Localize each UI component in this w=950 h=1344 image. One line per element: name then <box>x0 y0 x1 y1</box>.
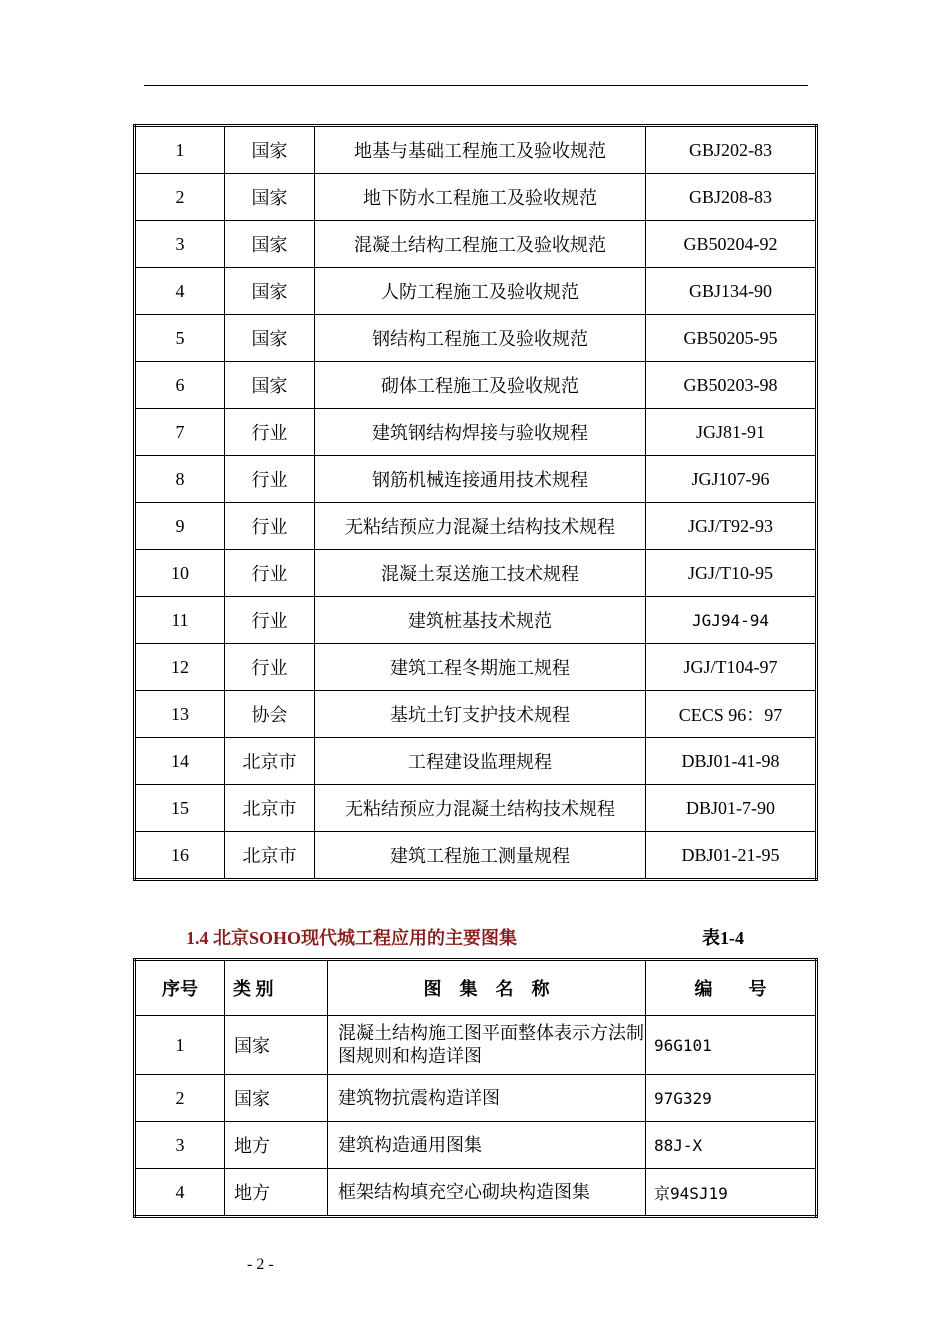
table-row <box>135 597 817 644</box>
row-category: 国家 <box>225 1075 328 1122</box>
table-row <box>135 315 817 362</box>
page-number: - 2 - <box>247 1256 274 1273</box>
row-level: 国家 <box>225 126 315 174</box>
row-code: GBJ202-83 <box>646 126 817 174</box>
table-row <box>135 362 817 409</box>
table-row <box>135 126 817 174</box>
table-row <box>135 644 817 691</box>
row-code: JGJ/T10-95 <box>646 550 817 597</box>
row-number: 14 <box>135 738 225 785</box>
row-number: 4 <box>135 1169 225 1217</box>
row-code: DBJ01-21-95 <box>646 832 817 880</box>
table-row <box>135 1169 817 1217</box>
row-code: GBJ208-83 <box>646 174 817 221</box>
row-name: 无粘结预应力混凝土结构技术规程 <box>315 785 646 832</box>
row-name: 建筑构造通用图集 <box>328 1122 646 1169</box>
row-name: 地基与基础工程施工及验收规范 <box>315 126 646 174</box>
row-number: 4 <box>135 268 225 315</box>
row-number: 10 <box>135 550 225 597</box>
row-name: 建筑桩基技术规范 <box>315 597 646 644</box>
row-code: 88J-X <box>646 1122 817 1169</box>
row-level: 协会 <box>225 691 315 738</box>
row-code: JGJ107-96 <box>646 456 817 503</box>
row-number: 15 <box>135 785 225 832</box>
table-row <box>135 409 817 456</box>
row-level: 行业 <box>225 550 315 597</box>
header-name: 图 集 名 称 <box>328 960 646 1016</box>
row-level: 国家 <box>225 362 315 409</box>
row-level: 行业 <box>225 597 315 644</box>
row-number: 7 <box>135 409 225 456</box>
row-level: 行业 <box>225 503 315 550</box>
row-name: 地下防水工程施工及验收规范 <box>315 174 646 221</box>
row-number: 16 <box>135 832 225 880</box>
row-category: 地方 <box>225 1169 328 1217</box>
standards-table <box>133 124 818 881</box>
row-name: 建筑工程冬期施工规程 <box>315 644 646 691</box>
row-name: 建筑物抗震构造详图 <box>328 1075 646 1122</box>
row-level: 北京市 <box>225 785 315 832</box>
row-code: GB50203-98 <box>646 362 817 409</box>
row-number: 1 <box>135 1016 225 1075</box>
row-level: 国家 <box>225 221 315 268</box>
row-name: 建筑钢结构焊接与验收规程 <box>315 409 646 456</box>
row-code: 96G101 <box>646 1016 817 1075</box>
table-row <box>135 1016 817 1075</box>
row-level: 北京市 <box>225 832 315 880</box>
table-row <box>135 550 817 597</box>
table-row <box>135 691 817 738</box>
table-row <box>135 1122 817 1169</box>
table-row <box>135 832 817 880</box>
header-code: 编 号 <box>646 960 817 1016</box>
row-number: 3 <box>135 1122 225 1169</box>
table-row <box>135 221 817 268</box>
table-row <box>135 456 817 503</box>
table-row <box>135 268 817 315</box>
row-code: DBJ01-7-90 <box>646 785 817 832</box>
row-number: 8 <box>135 456 225 503</box>
row-number: 5 <box>135 315 225 362</box>
row-code: 97G329 <box>646 1075 817 1122</box>
row-number: 6 <box>135 362 225 409</box>
row-code: DBJ01-41-98 <box>646 738 817 785</box>
header-category: 类 别 <box>225 960 328 1016</box>
row-level: 国家 <box>225 268 315 315</box>
row-number: 9 <box>135 503 225 550</box>
caption-table-number: 表1-4 <box>702 928 744 948</box>
row-code: JGJ94-94 <box>646 597 817 644</box>
row-number: 2 <box>135 174 225 221</box>
row-code: JGJ/T104-97 <box>646 644 817 691</box>
row-name: 混凝土结构工程施工及验收规范 <box>315 221 646 268</box>
row-number: 1 <box>135 126 225 174</box>
header-number: 序号 <box>135 960 225 1016</box>
row-name: 钢结构工程施工及验收规范 <box>315 315 646 362</box>
row-code: CECS 96：97 <box>646 691 817 738</box>
row-name: 工程建设监理规程 <box>315 738 646 785</box>
caption-title: 1.4 北京SOHO现代城工程应用的主要图集 <box>186 928 518 948</box>
row-number: 3 <box>135 221 225 268</box>
row-name: 钢筋机械连接通用技术规程 <box>315 456 646 503</box>
row-code: GBJ134-90 <box>646 268 817 315</box>
row-level: 国家 <box>225 315 315 362</box>
row-name: 混凝土结构施工图平面整体表示方法制图规则和构造详图 <box>328 1016 646 1075</box>
table-row <box>135 1075 817 1122</box>
row-name: 建筑工程施工测量规程 <box>315 832 646 880</box>
row-code: GB50205-95 <box>646 315 817 362</box>
row-name: 人防工程施工及验收规范 <box>315 268 646 315</box>
row-number: 13 <box>135 691 225 738</box>
row-level: 行业 <box>225 409 315 456</box>
row-category: 国家 <box>225 1016 328 1075</box>
row-code: 京94SJ19 <box>646 1169 817 1217</box>
row-number: 11 <box>135 597 225 644</box>
row-name: 基坑土钉支护技术规程 <box>315 691 646 738</box>
row-level: 行业 <box>225 644 315 691</box>
header-rule <box>144 85 808 86</box>
table-row <box>135 738 817 785</box>
table-header-row <box>135 960 817 1016</box>
row-name: 无粘结预应力混凝土结构技术规程 <box>315 503 646 550</box>
row-level: 北京市 <box>225 738 315 785</box>
row-name: 混凝土泵送施工技术规程 <box>315 550 646 597</box>
row-category: 地方 <box>225 1122 328 1169</box>
row-code: GB50204-92 <box>646 221 817 268</box>
row-code: JGJ/T92-93 <box>646 503 817 550</box>
table-row <box>135 503 817 550</box>
row-level: 国家 <box>225 174 315 221</box>
row-name: 框架结构填充空心砌块构造图集 <box>328 1169 646 1217</box>
table-row <box>135 174 817 221</box>
row-number: 12 <box>135 644 225 691</box>
row-level: 行业 <box>225 456 315 503</box>
row-number: 2 <box>135 1075 225 1122</box>
row-code: JGJ81-91 <box>646 409 817 456</box>
row-name: 砌体工程施工及验收规范 <box>315 362 646 409</box>
atlas-table <box>133 958 818 1218</box>
table-row <box>135 785 817 832</box>
